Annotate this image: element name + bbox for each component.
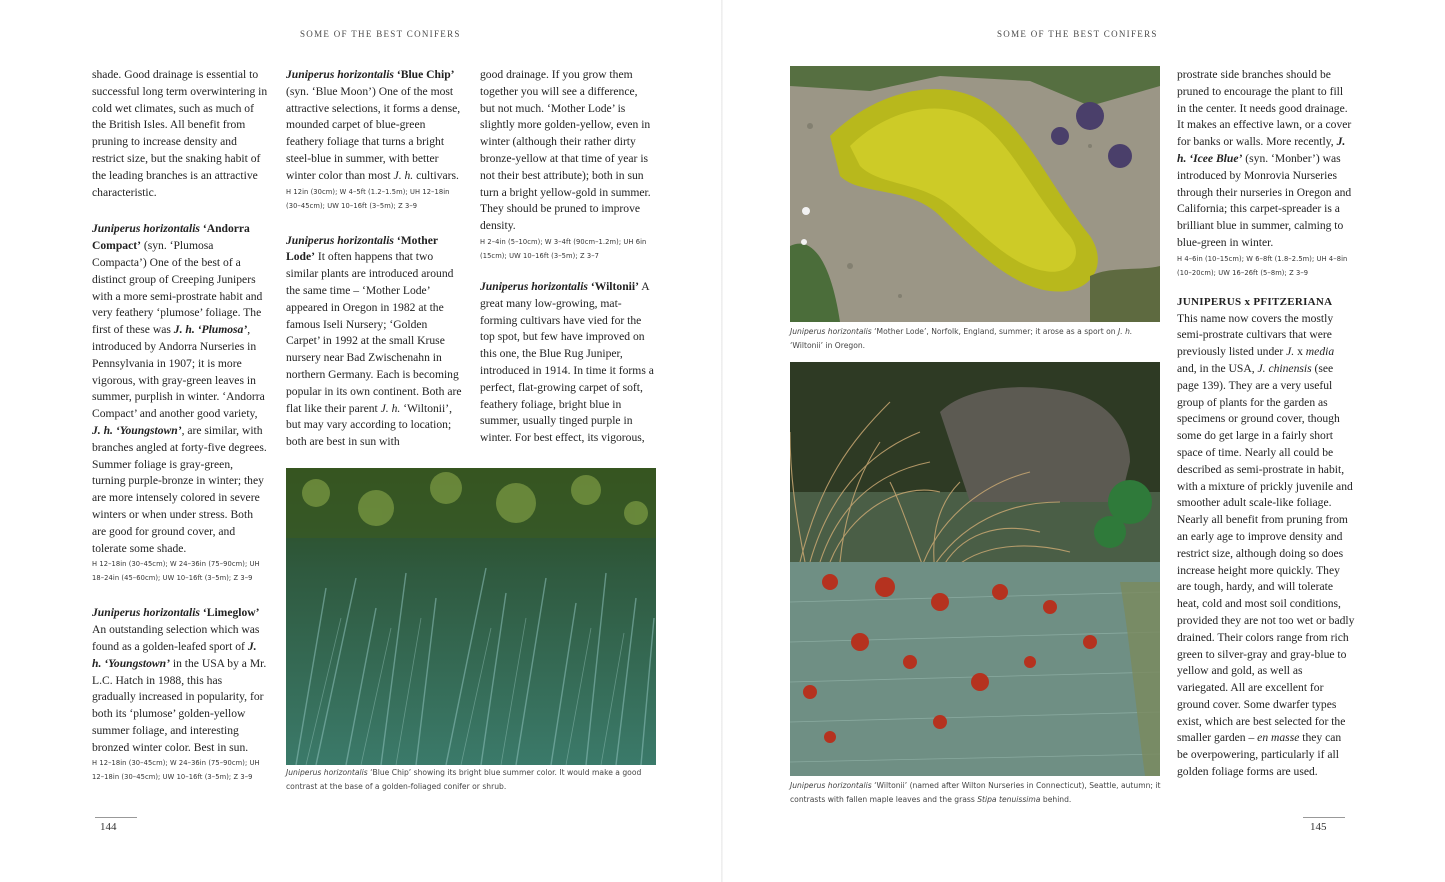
motherlode-body-1: It often happens that two similar plants are introduced around the same time – ‘Mother Lode’ appeared in Oregon in 1982 at the famous Iseli Nursery; ‘Golden Carpet’ in 1992 at the small Kruse nursery near Bad Zwischenahn in northern Germany. Each is becoming popular in its own continent. Both are flat like their parent <box>286 250 462 415</box>
andorra-entry <box>92 221 268 557</box>
motherlode-heading: Juniperus horizontalis <box>286 233 394 247</box>
mother-lode-caption-italic: Juniperus horizontalis <box>790 327 872 336</box>
wiltonii-continued <box>1177 67 1355 252</box>
wiltonii-caption-2: behind. <box>1040 794 1072 804</box>
section-heading: JUNIPERUS x PFITZERIANA <box>1177 295 1333 308</box>
pfitz-3: (see page 139). They are a very useful group of plants for the garden as specimens or ground cover, though some do get large in a fairly short space of time. Nearly all could be described as semi-prostrate in habit, with a mixture of prickly juvenile and smoother adult scale-like foliage. Nearly all benefit from pruning from an early age to improve density and restrict size, although doing so does increase height more quickly. They are tough, hardy, and will tolerate heat, cold and most soil conditions, provided they are not too wet or badly drained. Their colors range from rich green to silver-gray and gray-blue to yellow and gold, as well as variegated. All are excellent for ground cover. Some dwarfer types exist, which are best selected for the smaller garden – <box>1177 361 1355 745</box>
andorra-spec: H 12–18in (30–45cm); W 24–36in (75–90cm); UH 18–24in (45–60cm); UW 10–16ft (3–5m); Z 3–9 <box>92 560 260 583</box>
wiltonii-entry <box>480 279 655 447</box>
andorra-body-2: , introduced by Andorra Nurseries in Pennsylvania in 1907; it is more vigorous, with gray-green leaves in summer, purplish in winter. ‘Andorra Compact’ and another good variety, <box>92 323 265 421</box>
pfitz-x: x <box>1294 345 1306 359</box>
andorra-body-1: (syn. ‘Plumosa Compacta’) One of the best of a distinct group of Creeping Junipers with a more semi-prostrate habit and very feathery ‘plumose’ foliage. The first of these was <box>92 239 263 337</box>
motherlode-entry <box>286 233 462 451</box>
intro-paragraph: shade. Good drainage is essential to successful long term overwintering in cold wet climates, such as much of the British Isles. All benefit from pruning to increase density and restrict size, but the snaking habit of the leading branches is an attractive characteristic. <box>92 68 268 199</box>
blue-chip-caption-text: ‘Blue Chip’ showing its bright blue summer color. It would make a good contrast at the base of a golden-foliaged conifer or shrub. <box>286 768 642 791</box>
motherlode-continued: good drainage. If you grow them together you will see a difference, but not much. ‘Mother Lode’ is slightly more golden-yellow, even in winter (although their rather dirty bronze-yellow at that time of year is not their best attribute); both in sun turn a bright yellow-gold in summer. They should be pruned to improve density. <box>480 68 651 233</box>
wiltonii-caption <box>790 779 1162 806</box>
wiltonii-cont-2: (syn. ‘Monber’) was introduced by Monrovia Nurseries through their nurseries in Oregon and California; this carpet-spreader is a brilliant blue in summer, calming to blue-green in winter. <box>1177 151 1352 249</box>
left-column-3 <box>480 67 655 447</box>
wiltonii-body: A great many low-growing, mat-forming cultivars have vied for the top spot, but few have improved on this one, the Blue Rug Juniper, introduced in 1914. In time it forms a perfect, flat-growing carpet of soft, feathery foliage, bright blue in summer, usually tinged purple in winter. For best effect, its vigorous, <box>480 279 654 445</box>
pfitz-chinensis: J. chinensis <box>1257 361 1312 375</box>
pfitzeriana-paragraph <box>1177 311 1355 781</box>
left-column-2 <box>286 67 462 451</box>
pfitz-en-masse: en masse <box>1257 731 1300 745</box>
motherlode-spec: H 2–4in (5–10cm); W 3–4ft (90cm–1.2m); UH 6in (15cm); UW 10–16ft (3–5m); Z 3–7 <box>480 237 647 260</box>
mother-lode-photo <box>790 66 1160 322</box>
folio-rule-right <box>1303 817 1345 818</box>
limeglow-entry <box>92 605 268 756</box>
limeglow-heading: Juniperus horizontalis <box>92 606 200 620</box>
mother-lode-caption <box>790 325 1162 352</box>
folio-rule-left <box>95 817 137 818</box>
pfitz-1: This name now covers the mostly semi-prostrate cultivars that were previously listed under <box>1177 311 1334 359</box>
limeglow-body-1: An outstanding selection which was found as a golden-leafed sport of <box>92 623 260 653</box>
left-column-1 <box>92 67 268 784</box>
left-page <box>0 0 722 882</box>
wiltonii-heading: Juniperus horizontalis <box>480 279 588 293</box>
andorra-youngstown: J. h. ‘Youngstown’ <box>92 423 182 437</box>
wiltonii-caption-italic: Juniperus horizontalis <box>790 781 872 790</box>
page-number-right: 145 <box>1310 821 1327 833</box>
pfitz-j: J. <box>1286 345 1295 359</box>
limeglow-cultivar: ‘Limeglow’ <box>202 606 260 620</box>
andorra-heading: Juniperus horizontalis <box>92 222 200 236</box>
running-head-left: SOME OF THE BEST CONIFERS <box>300 29 461 39</box>
limeglow-body-2: in the USA by a Mr. L.C. Hatch in 1988, this has gradually increased in popularity, for both its ‘plumose’ golden-yellow summer foliage, and interesting bronzed winter color. Best in sun. <box>92 656 267 754</box>
right-column <box>1177 67 1355 781</box>
limeglow-youngstown: J. h. ‘Youngstown’ <box>92 639 257 670</box>
mother-lode-caption-2: ‘Wiltonii’ in Oregon. <box>790 340 866 350</box>
bluechip-cultivar: ‘Blue Chip’ <box>396 68 455 81</box>
wiltonii-spec: H 4–6in (10–15cm); W 6–8ft (1.8–2.5m); UH 4–8in (10–20cm); UW 16–26ft (5–8m); Z 3–9 <box>1177 254 1348 277</box>
andorra-body-3: , are similar, with branches angled at forty-five degrees. Summer foliage is gray-green, turning purple-bronze in winter; they are more intensely colored in severe winters or when under stress. Both are good for ground cover, and tolerate some shade. <box>92 423 267 555</box>
wiltonii-photo <box>790 362 1160 776</box>
limeglow-spec: H 12–18in (30–45cm); W 24–36in (75–90cm); UH 12–18in (30–45cm); UW 10–16ft (3–5m); Z 3–9 <box>92 759 260 782</box>
blue-chip-caption <box>286 766 658 793</box>
motherlode-body-2: ‘Wiltonii’, but may vary according to location; both are best in sun with <box>286 401 452 449</box>
icee-blue: J. h. ‘Icee Blue’ <box>1177 135 1346 165</box>
andorra-cultivar: ‘Andorra Compact’ <box>92 222 250 253</box>
bluechip-jh: J. h. <box>393 168 414 182</box>
blue-chip-caption-italic: Juniperus horizontalis <box>286 768 368 777</box>
mother-lode-caption-1: ‘Mother Lode’, Norfolk, England, summer; it arose as a sport on <box>871 327 1119 336</box>
bluechip-spec: H 12in (30cm); W 4–5ft (1.2–1.5m); UH 12–18in (30–45cm); UW 10–16ft (3–5m); Z 3–9 <box>286 187 450 210</box>
wiltonii-cultivar: ‘Wiltonii’ <box>590 279 639 293</box>
motherlode-jh: J. h. <box>380 401 401 415</box>
wiltonii-caption-stipa: Stipa tenuissima <box>977 794 1041 804</box>
pfitz-4: they can be overpowering, particularly if all golden foliage forms are used. <box>1177 731 1342 779</box>
right-page <box>723 0 1445 882</box>
wiltonii-caption-1: ‘Wiltonii’ (named after Wilton Nurseries in Connecticut), Seattle, autumn; it contrasts with fallen maple leaves and the grass <box>790 781 1161 804</box>
wiltonii-cont-1: prostrate side branches should be pruned to encourage the plant to fill in the center. It needs good drainage. It makes an effective lawn, or a cover for banks or walls. More recently, <box>1177 68 1352 149</box>
motherlode-cultivar: ‘Mother Lode’ <box>286 233 438 264</box>
bluechip-entry <box>286 67 462 185</box>
page-number-left: 144 <box>100 821 117 833</box>
andorra-plumosa: J. h. ‘Plumosa’ <box>173 323 248 337</box>
blue-chip-photo <box>286 468 656 765</box>
bluechip-body-1: (syn. ‘Blue Moon’) One of the most attractive selections, it forms a dense, mounded carpet of blue-green feathery foliage that turns a bright steel-blue in summer, with better winter color than most <box>286 84 461 182</box>
pfitz-media: media <box>1305 345 1335 359</box>
running-head-right: SOME OF THE BEST CONIFERS <box>997 29 1158 39</box>
mother-lode-caption-jh: J. h. <box>1118 327 1133 336</box>
pfitz-2: and, in the USA, <box>1177 361 1258 375</box>
bluechip-body-2: cultivars. <box>413 168 459 182</box>
bluechip-heading: Juniperus horizontalis <box>286 68 394 81</box>
